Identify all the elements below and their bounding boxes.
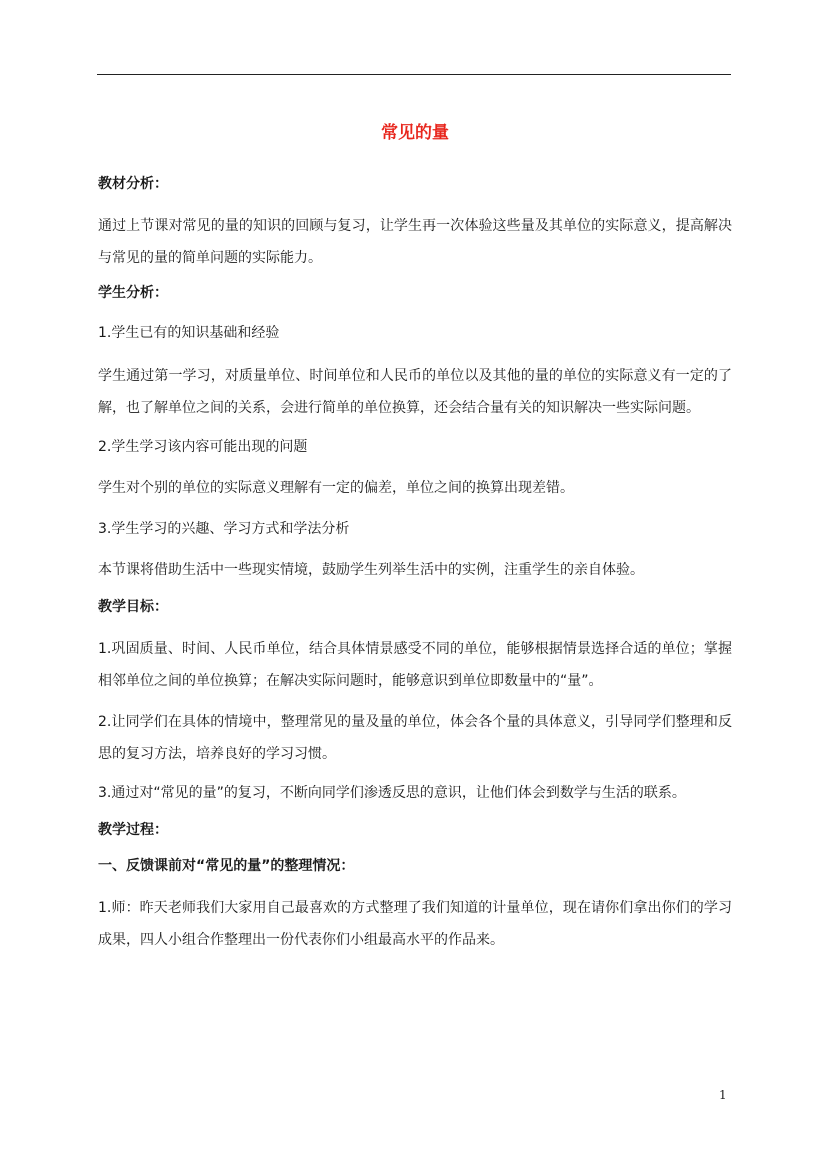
goal-item-3: 3.通过对“常见的量”的复习，不断向同学们渗透反思的意识，让他们体会到数学与生活的联系。 xyxy=(98,785,686,801)
header-rule xyxy=(97,74,731,75)
process-step-1-heading: 一、反馈课前对“常见的量”的整理情况： xyxy=(98,858,355,874)
section-heading-goals: 教学目标： xyxy=(98,599,168,615)
process-step-1-text: 1.师：昨天老师我们大家用自己最喜欢的方式整理了我们知道的计量单位，现在请你们拿出你们的学习成果，四人小组合作整理出一份代表你们小组最高水平的作品来。 xyxy=(98,900,732,948)
student-item-1-title: 1.学生已有的知识基础和经验 xyxy=(98,325,280,341)
goal-item-1: 1.巩固质量、时间、人民币单位，结合具体情景感受不同的单位，能够根据情景选择合适的单位；掌握相邻单位之间的单位换算；在解决实际问题时，能够意识到单位即数量中的“量”。 xyxy=(98,641,732,689)
section-heading-student: 学生分析： xyxy=(98,285,168,301)
paragraph-textbook: 通过上节课对常见的量的知识的回顾与复习，让学生再一次体验这些量及其单位的实际意义，提高解决与常见的量的简单问题的实际能力。 xyxy=(98,218,732,266)
goal-item-2: 2.让同学们在具体的情境中，整理常见的量及量的单位，体会各个量的具体意义，引导同学们整理和反思的复习方法，培养良好的学习习惯。 xyxy=(98,714,732,762)
student-item-3-text: 本节课将借助生活中一些现实情境，鼓励学生列举生活中的实例，注重学生的亲自体验。 xyxy=(98,562,644,578)
section-heading-textbook: 教材分析： xyxy=(98,176,168,192)
student-item-1-text: 学生通过第一学习，对质量单位、时间单位和人民币的单位以及其他的量的单位的实际意义有一定的了解，也了解单位之间的关系，会进行简单的单位换算，还会结合量有关的知识解决一些实际问题。 xyxy=(98,368,732,416)
student-item-3-title: 3.学生学习的兴趣、学习方式和学法分析 xyxy=(98,521,350,537)
student-item-2-text: 学生对个别的单位的实际意义理解有一定的偏差，单位之间的换算出现差错。 xyxy=(98,480,574,496)
document-body xyxy=(98,118,732,965)
page-number: 1 xyxy=(719,1088,727,1102)
section-heading-process: 教学过程： xyxy=(98,822,168,838)
student-item-2-title: 2.学生学习该内容可能出现的问题 xyxy=(98,439,308,455)
page-title: 常见的量 xyxy=(381,123,449,143)
